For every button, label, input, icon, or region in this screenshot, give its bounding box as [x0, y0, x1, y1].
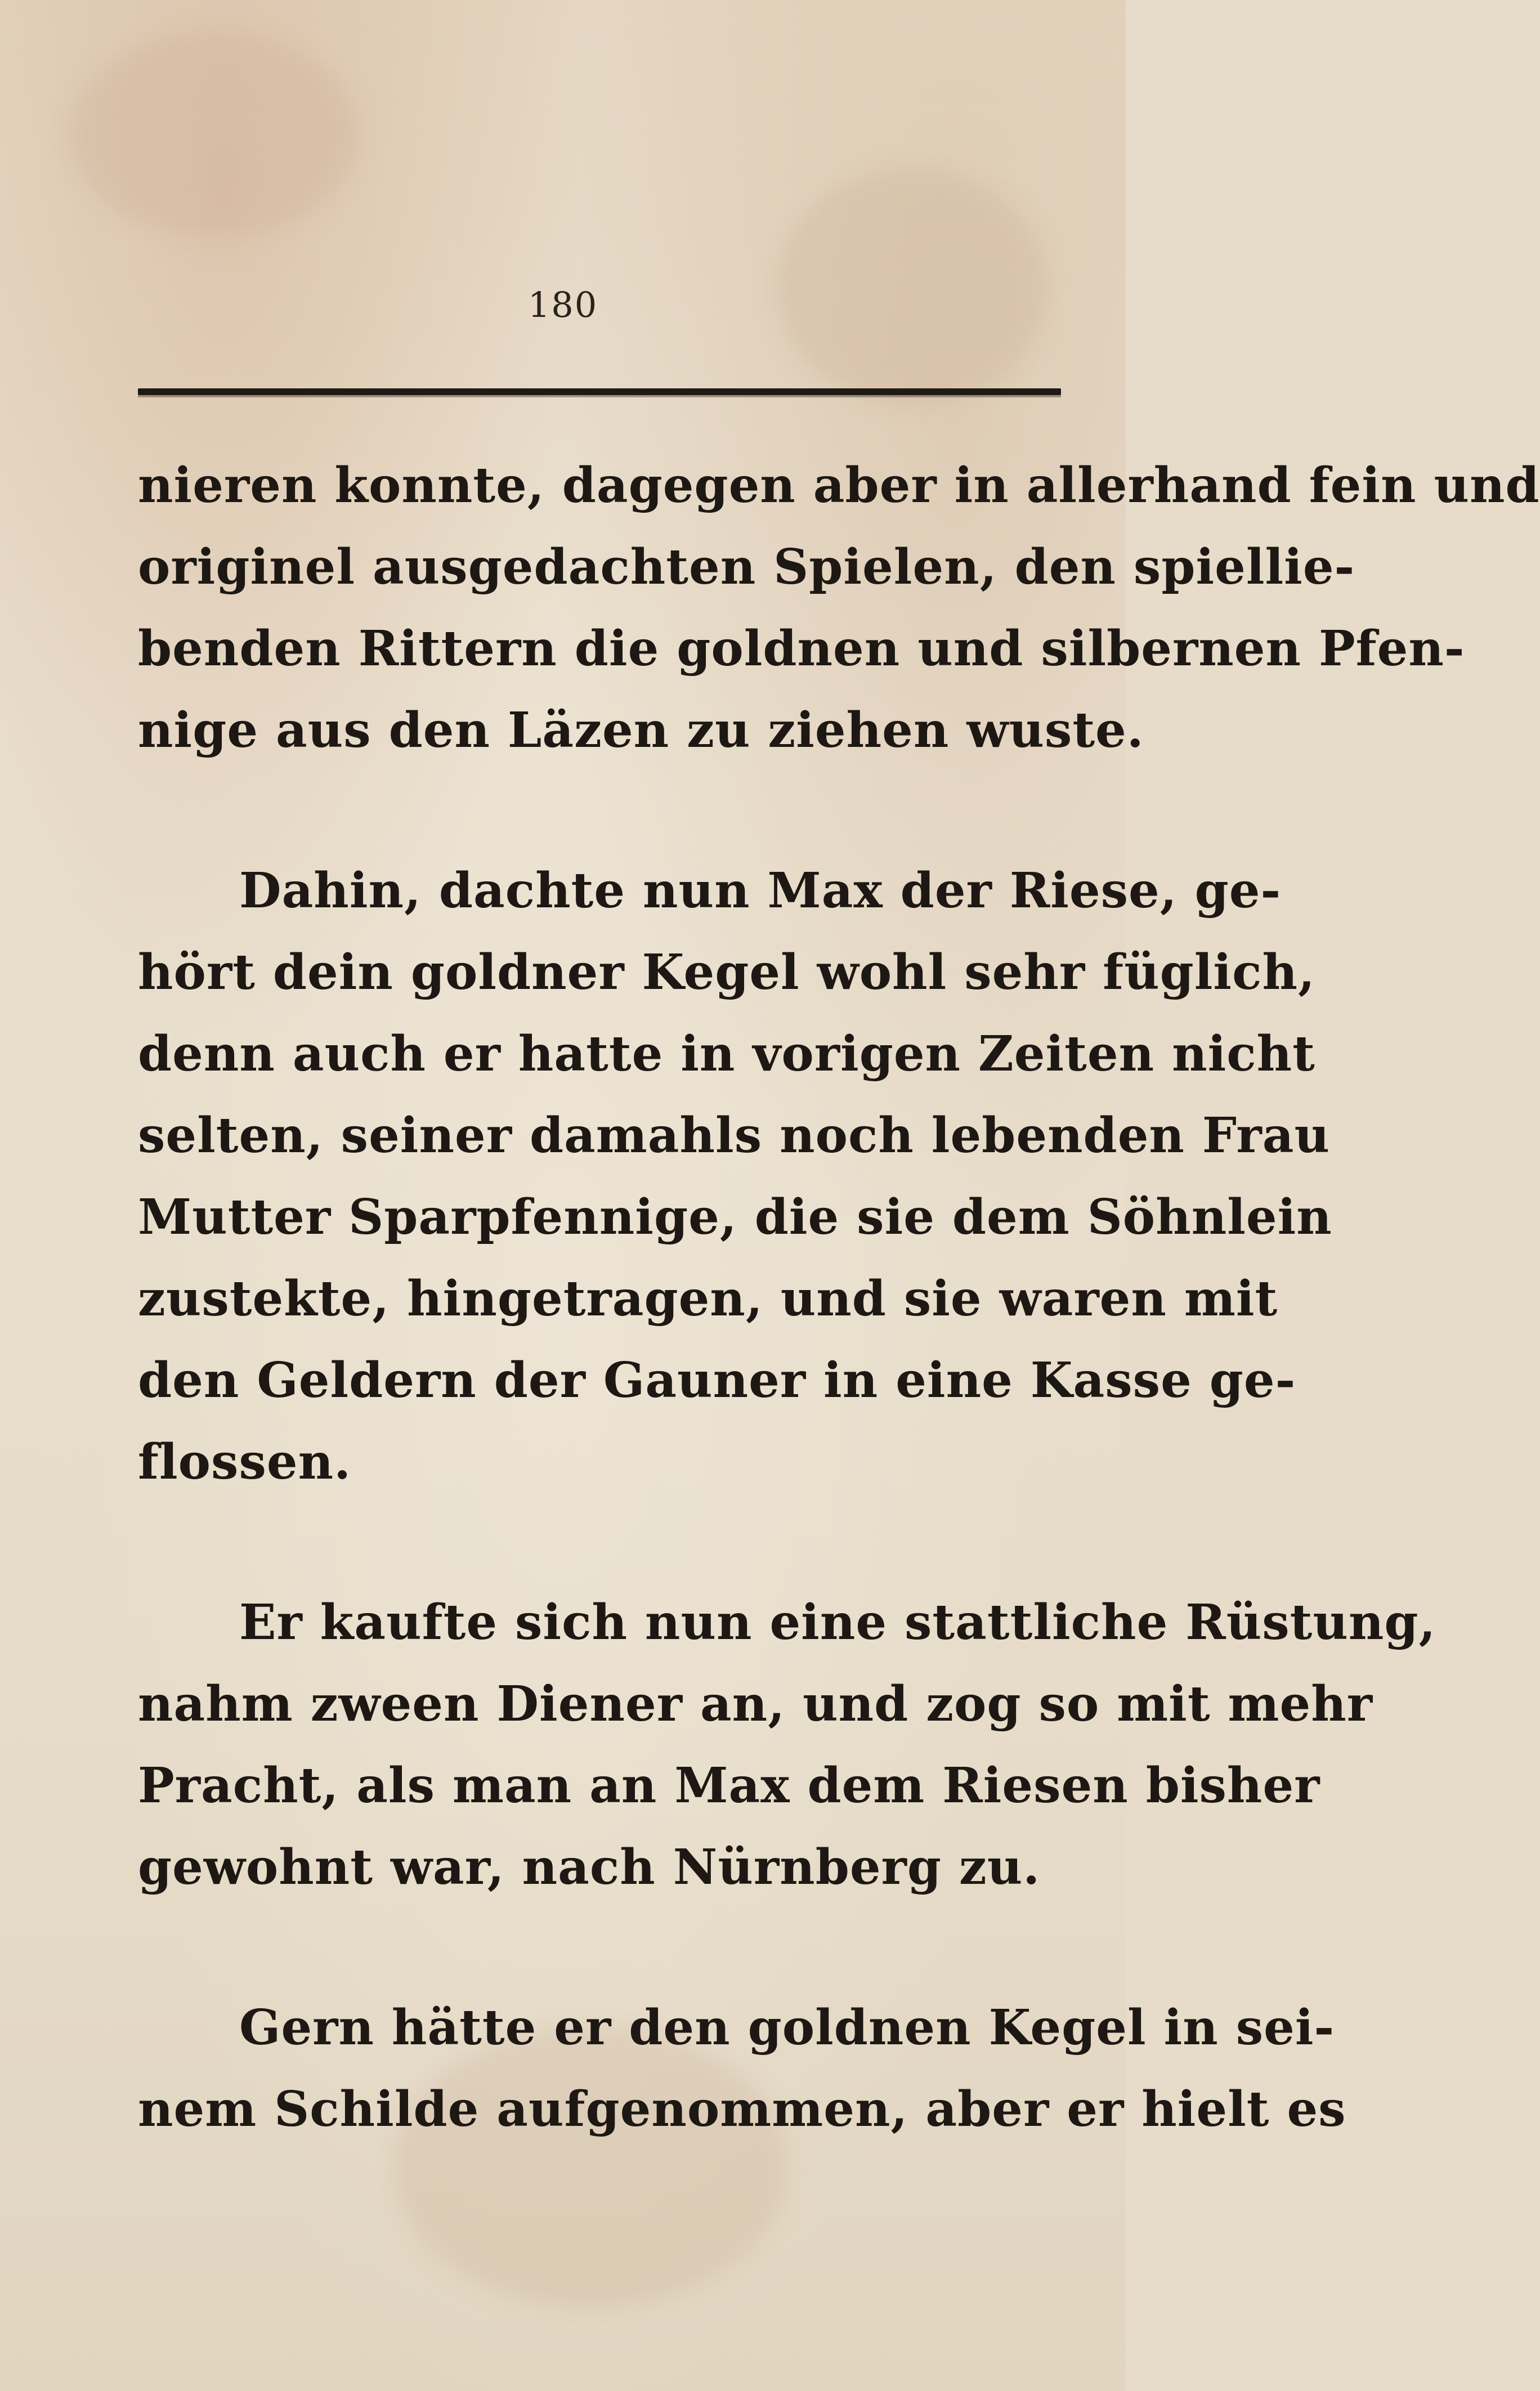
text-line: denn auch er hatte in vorigen Zeiten nicht [138, 1026, 1315, 1082]
paragraph [138, 445, 1540, 771]
paragraph [138, 850, 1332, 1503]
paragraph [138, 1987, 1346, 2150]
text-line: nige aus den Läzen zu ziehen wuste. [138, 702, 1144, 759]
text-line: nahm zween Diener an, und zog so mit mehr [138, 1676, 1373, 1732]
paragraph-gap [138, 1908, 1061, 1987]
text-line: Er kaufte sich nun eine stattliche Rüstung, [239, 1594, 1436, 1651]
page-number: 180 [527, 284, 598, 325]
text-line: originel ausgedachten Spielen, den spiellie- [138, 539, 1355, 595]
paragraph [138, 1582, 1436, 1908]
text-line: nem Schilde aufgenommen, aber er hielt es [138, 2081, 1346, 2138]
text-line: hört dein goldner Kegel wohl sehr füglich, [138, 944, 1315, 1001]
text-line: zustekte, hingetragen, und sie waren mit [138, 1270, 1278, 1327]
text-line: selten, seiner damahls noch lebenden Frau [138, 1107, 1330, 1164]
text-line: Gern hätte er den goldnen Kegel in sei- [239, 1999, 1335, 2056]
text-line: benden Rittern die goldnen und silbernen Pfen- [138, 620, 1465, 677]
text-line: gewohnt war, nach Nürnberg zu. [138, 1839, 1041, 1896]
text-line: Pracht, als man an Max dem Riesen bisher [138, 1757, 1320, 1814]
paper-stain [68, 34, 360, 236]
text-line: Dahin, dachte nun Max der Riese, ge- [239, 862, 1282, 919]
text-line: den Geldern der Gauner in eine Kasse ge- [138, 1352, 1296, 1409]
paragraph-gap [138, 1503, 1061, 1582]
body-text [138, 445, 1540, 2150]
paragraph-gap [138, 771, 1061, 850]
text-line: Mutter Sparpfennige, die sie dem Söhnlein [138, 1189, 1332, 1246]
text-line: nieren konnte, dagegen aber in allerhand fein und [138, 457, 1540, 514]
header-rule [138, 388, 1061, 395]
text-line: flossen. [138, 1434, 352, 1490]
